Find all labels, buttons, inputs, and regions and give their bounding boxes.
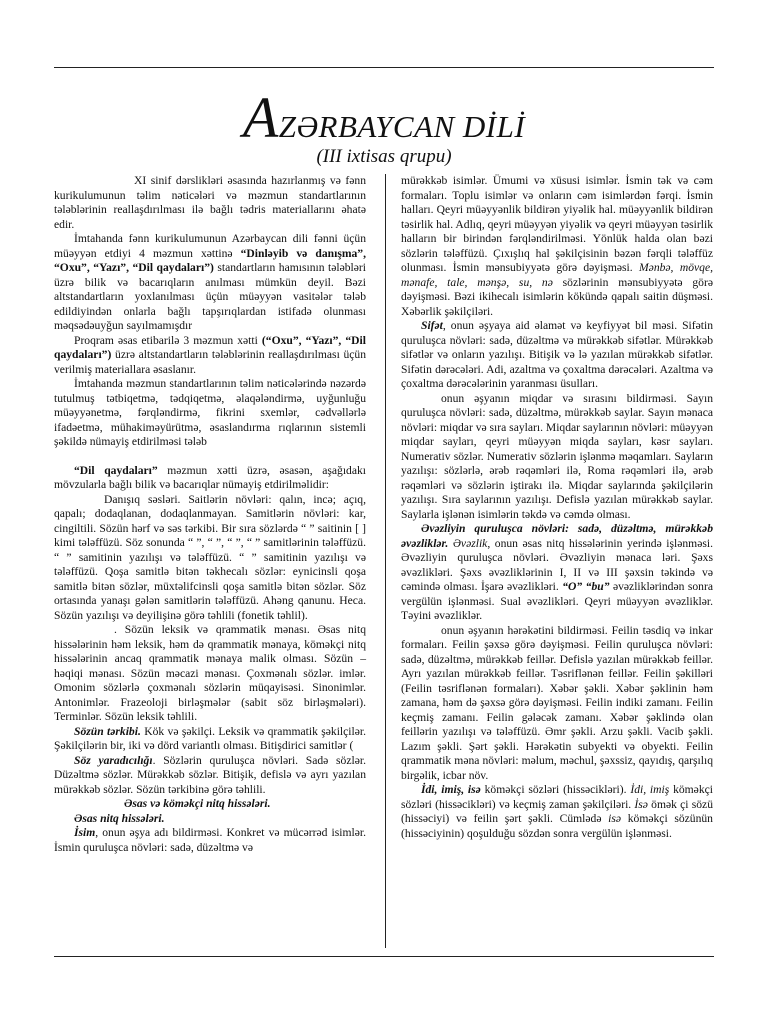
- standards-paragraph: İmtahanda məzmun standartlarının təlim nəticələrində nəzərdə tutulmuş tətbiqetmə, tədqiqetmə, əlaqələndirmə, uyğunluğu müəyyənetmə, fərqləndirmə, fikrini sxemlər, cədvəllərlə ifadəetmə, mühakiməyürütmə, əsaslandırma rıqlarının sistemli şəkildə nümayiş etdirilməsi tələb: [54, 377, 366, 448]
- bold-italic-span: Sözün tərkibi.: [74, 724, 141, 738]
- text-span: köməkçi sözləri (hissəcikləri) və keçmiş zaman şəkilçiləri.: [401, 783, 713, 811]
- italic-span: İsə: [634, 797, 648, 811]
- pronoun-paragraph: [401, 522, 713, 624]
- bold-italic-span: Söz yaradıcılığı: [74, 753, 153, 767]
- page-subtitle: (III ixtisas qrupu): [316, 146, 452, 167]
- column-divider: [385, 174, 386, 948]
- bold-italic-span: İdi, imiş, isə: [421, 783, 481, 796]
- content-lines-paragraph: [54, 232, 366, 334]
- particles-paragraph: [401, 783, 713, 841]
- text-span: ömək çi sözü (hissəciyi) və feilin şərt şəkli. Cümlədə: [401, 797, 713, 825]
- italic-span: isə: [608, 812, 622, 825]
- adjective-paragraph: [401, 319, 713, 392]
- text-span: . Sözlərin quruluşca növləri. Sadə sözlər. Düzəltmə sözlər. Mürəkkəb sözlər. Bitişik, defislə və ayrı yazılan mürəkkəb sözlər. Sözün tərkibinə görə təhlili.: [54, 753, 366, 796]
- phonetics-paragraph: Danışıq səsləri. Saitlərin növləri: qalın, incə; açıq, qapalı; dodaqlanan, dodaqlanmayan. Samitlərin növləri: kar, cingiltili. Sözün hərf və səs tərkibi. Bir sıra sözlərdə “ ” saitinin [ ] kimi tələffüzü. Söz sonunda “ ”, “ ”, “ ”, “ ” samitlərinin tələffüzü. “ ” samitinin yazılışı və tələffüzü. “ ” samitinin yazılışı və tələffüzü. Qoşa samitlə bitən təkhecalı sözlər: eynicinsli qoşa samitlə bitən sözlər, müxtəlifcinsli qoşa samitlə bitən sözlər. Söz ortasında yanaşı gələn samitlərin tələffüzü. Ahəng qanunu. Heca. Sözün yazılışı və deyilişinə görə təhlili (fonetik təhlil).: [54, 492, 366, 622]
- word-formation-paragraph: [54, 754, 366, 798]
- word-structure-paragraph: [54, 725, 366, 754]
- text-span: köməkçi sözünün (hissəciyinin) qoşulduğu sözdən sonra vergülün işlənməsi.: [401, 812, 713, 840]
- text-span: , onun əşyaya aid əlamət və keyfiyyət bil məsi. Sifətin quruluşca növləri: sadə, düzəltmə və mürəkkəb sifətlər. Mürəkkəb sifətlər və onların yazılışı. Bitişik və lə yazılan mürəkkəb sifətlər. Sifətin dərəcələri. Adi, azaltma və çoxaltma dərəcələri. Azaltma və çoxaltma dərəcələrinin yaranması üsulları.: [401, 319, 713, 390]
- text-span: əvəzliklərindən sonra vergülün işlənməsi. Sual əvəzlikləri. Qeyri müəyyən əvəzliklər. Təyini əvəzliklər.: [401, 580, 713, 622]
- noun-paragraph: [54, 826, 366, 855]
- intro-paragraph: XI sinif dərslikləri əsasında hazırlanmış və fənn kurikulumunun təlim nəticələri və məzmun standartlarının tələblərinin reallaşdırılması ilə bağlı tədris materiallarını əhatə edir.: [54, 174, 366, 231]
- title-initial: A: [242, 85, 279, 150]
- bold-italic-span: İsim: [74, 826, 96, 839]
- italic-span: Mənbə, mövqe, mənafe, tale, mənşə, su, nə: [401, 261, 713, 289]
- text-span: Kök və şəkilçi. Leksik və qrammatik şəkilçilər. Şəkilçilərin bir, iki və dörd variantlı olması. Bitişdirici samitlər (: [54, 724, 366, 752]
- text-span: , onun əsas nitq hissələrinin yerində işlənməsi. Əvəzliyin quruluşca növləri. Əvəzliyin mənaca ləri. Şəxs əvəzlikləri. Şəxs əvəzliklərinin I, II və III şəxsin təkində və cəmində olması. İşarə əvəzlikləri.: [401, 536, 713, 593]
- text-span: İmtahanda fənn kurikulumunun Azərbaycan dili fənni üçün müəyyən etdiyi 4 məzmun xəttinə: [54, 232, 366, 260]
- bold-span: (“Oxu”, “Yazı”, “Dil qaydaları”): [54, 333, 366, 361]
- text-span: Proqram əsas etibarilə 3 məzmun xətti: [74, 333, 262, 347]
- text-span: sözlərinin mənsubiyyətə görə dəyişməsi. Bəzi ikihecalı isimlərin kökündə qapalı saitin düşməsi. Xəbərlik şəkilçiləri.: [401, 275, 713, 318]
- bold-span: “Dinləyib və danışma”, “Oxu”, “Yazı”, “Dil qaydaları”): [54, 246, 366, 274]
- text-span: mürəkkəb isimlər. Ümumi və xüsusi isimlər. İsmin tək və cəm formaları. Toplu isimlər və onların cəm isimlərdən fərqi. İsmin halları. Qeyri müəyyənlik bildirən yiyəlik hal. müəyyənlik bildirən təsirlik hal. Adlıq, qeyri müəyyən yiyəlik və qeyri müəyyən təsirlik halların bir birindən fərqləndirilməsi. Yönlük halda olan bəzi sözlərin tələffüzü. Çıxışlıq hal şəkilçisinin bəzən fərqli tələffüz olunması. İsmin mənsubiyyətə görə dəyişməsi.: [401, 174, 713, 274]
- text-span: köməkçi sözləri (hissəcikləri).: [480, 783, 631, 796]
- title-rest: ZƏRBAYCAN DİLİ: [278, 109, 526, 144]
- bold-italic-span: “O” “bu”: [562, 580, 610, 593]
- lexicon-paragraph: . Sözün leksik və qrammatik mənası. Əsas nitq hissələrinin həm leksik, həm də qrammatik mənaya, köməkçi nitq hissələrinin ancaq qrammatik mənaya malik olması. Sözün – həqiqi mənası. Sözün məcazi mənası. Çoxmənalı sözlər. imlər. Omonim sözlərlə çoxmənalı sözlərin müqayisəsi. Sinonimlər. Antonimlər. Frazeoloji birləşmələr (sabit söz birləşmələri). Terminlər. Sözün leksik təhlili.: [54, 623, 366, 723]
- section-heading: Əsas və köməkçi nitq hissələri.: [124, 797, 271, 810]
- text-span: üzrə altstandartların tələblərinin reallaşdırılması üçün verilmiş materiallara əsaslanır.: [54, 348, 366, 376]
- top-rule: [54, 67, 714, 68]
- right-column: [401, 174, 713, 841]
- bottom-rule: [54, 956, 714, 957]
- verb-paragraph: onun əşyanın hərəkətini bildirməsi. Feilin təsdiq və inkar formaları. Feilin şəxsə görə dəyişməsi. Feilin quruluşca növləri: sadə, düzəltmə, mürəkkəb feillər. Defislə yazılan mürəkkəb feillər. Ayrı yazılan mürəkkəb feillər. Təsriflənən feillər. Feilin şəkilləri (Feilin təsriflənən formaları). Xəbər şəkli. Xəbər şəklinin həm zamana, həm də şəxsə görə dəyişməsi. Feilin indiki zamanı. Feilin keçmiş zamanı. Feilin gələcək zamanı. Xəbər şəklində olan feillərin yazılışı və tələffüzü. Əmr şəkli. Arzu şəkli. Vacib şəkli. Lazım şəkli. Şərt şəkli. Hərəkətin subyekti və obyekti. Feilin qrammatik məna növləri: məlum, məchul, şəxssiz, qayıdış, qarşılıq birgəlik, icbar növ.: [401, 623, 713, 782]
- bold-italic-span: Sifət: [421, 319, 443, 332]
- bold-span: “Dil qaydaları”: [74, 463, 158, 477]
- italic-span: Əvəzlik: [448, 536, 488, 550]
- text-span: , onun əşya adı bildirməsi. Konkret və mücərrəd isimlər. İsmin quruluşca növləri: sadə, düzəltmə və: [54, 826, 366, 854]
- italic-span: İdi, imiş: [630, 783, 670, 796]
- page-title: [0, 84, 768, 151]
- subsection-heading: Əsas nitq hissələri.: [74, 811, 165, 825]
- left-column: [54, 174, 366, 855]
- noun-continued-paragraph: [401, 174, 713, 319]
- numeral-paragraph: onun əşyanın miqdar və sırasını bildirməsi. Sayın quruluşca növləri: sadə, düzəltmə, mürəkkəb saylar. Sayın mənaca növləri: miqdar və sıra sayları. Miqdar saylarının növləri: müəyyən miqdar sayları, qeyri müəyyən miqda sayları, kəsr sayları. Numerativ sözlər. Numerativ sözlərin işlənmə məqamları. Sayların yazılışı: sözlərlə, ərəb rəqəmləri ilə, Roma rəqəmləri ilə, ərəb rəqəmləri və sözlərin iştirakı ilə. Miqdar saylarında şəkilçilərin yazılışı. Sıra saylarının yazılışı. Defislə yazılan mürəkkəb saylar. Saylarla işlənən isimlərin təkdə və cəmdə olması.: [401, 391, 713, 521]
- language-rules-paragraph: [54, 464, 366, 493]
- text-span: məzmun xətti üzrə, əsasən, aşağıdakı mövzularla bağlı bilik və bacarıqlar nümayiş etdirilməlidir:: [54, 463, 366, 491]
- text-span: standartların hamısının tələbləri üzrə bilik və bacarıqların anılması mümkün deyil. Bəzi altstandartların yoxlanılması üçün müəyyən vasitələr tələb edildiyindən onlarla bağlı tapşırıqlardan istifadə olunması məqsədəuyğun sayılmamışdır: [54, 261, 366, 332]
- bold-italic-span: Əvəzliyin quruluşca növləri: sadə, düzəltmə, mürəkkəb əvəzliklər.: [401, 522, 713, 550]
- program-paragraph: [54, 334, 366, 378]
